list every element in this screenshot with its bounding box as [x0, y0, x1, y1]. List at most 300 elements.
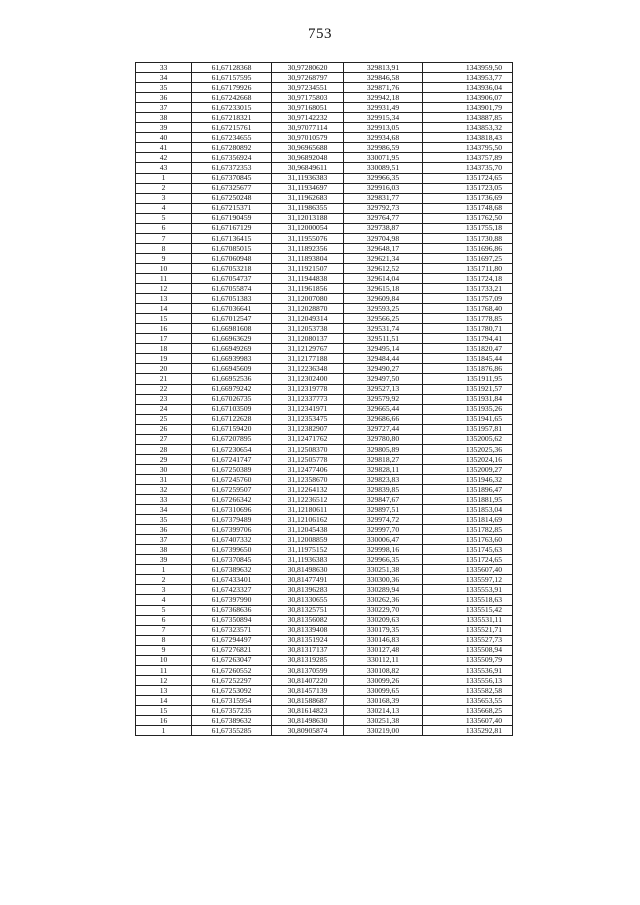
y-coordinate-cell: 1351724,18 [423, 273, 513, 283]
x-coordinate-cell: 330300,36 [344, 575, 423, 585]
latitude-cell: 61,67407332 [192, 535, 272, 545]
longitude-cell: 30,81498630 [272, 565, 344, 575]
table-row [136, 434, 513, 444]
y-coordinate-cell: 1351946,32 [423, 474, 513, 484]
latitude-cell: 61,67215761 [192, 123, 272, 133]
y-coordinate-cell: 1335653,55 [423, 695, 513, 705]
x-coordinate-cell: 329847,67 [344, 495, 423, 505]
point-number-cell: 11 [136, 665, 192, 675]
table-row [136, 505, 513, 515]
longitude-cell: 30,81325751 [272, 605, 344, 615]
x-coordinate-cell: 329986,59 [344, 143, 423, 153]
table-row [136, 555, 513, 565]
longitude-cell: 30,81317137 [272, 645, 344, 655]
latitude-cell: 61,67253092 [192, 685, 272, 695]
x-coordinate-cell: 329966,35 [344, 173, 423, 183]
longitude-cell: 31,12180611 [272, 505, 344, 515]
x-coordinate-cell: 329931,49 [344, 103, 423, 113]
latitude-cell: 61,66979242 [192, 384, 272, 394]
longitude-cell: 31,11962683 [272, 193, 344, 203]
x-coordinate-cell: 330179,35 [344, 625, 423, 635]
x-coordinate-cell: 329531,74 [344, 324, 423, 334]
longitude-cell: 31,12382907 [272, 424, 344, 434]
x-coordinate-cell: 329484,44 [344, 354, 423, 364]
point-number-cell: 33 [136, 495, 192, 505]
y-coordinate-cell: 1335527,73 [423, 635, 513, 645]
point-number-cell: 33 [136, 63, 192, 73]
point-number-cell: 1 [136, 726, 192, 736]
latitude-cell: 61,67250389 [192, 464, 272, 474]
longitude-cell: 31,12177188 [272, 354, 344, 364]
y-coordinate-cell: 1351957,81 [423, 424, 513, 434]
longitude-cell: 31,11893804 [272, 253, 344, 263]
longitude-cell: 31,12264132 [272, 484, 344, 494]
x-coordinate-cell: 329495,14 [344, 344, 423, 354]
y-coordinate-cell: 1335668,25 [423, 706, 513, 716]
table-row [136, 314, 513, 324]
y-coordinate-cell: 1352009,27 [423, 464, 513, 474]
longitude-cell: 31,11934697 [272, 183, 344, 193]
y-coordinate-cell: 1335582,58 [423, 685, 513, 695]
y-coordinate-cell: 1351696,86 [423, 243, 513, 253]
point-number-cell: 43 [136, 163, 192, 173]
x-coordinate-cell: 329665,44 [344, 404, 423, 414]
point-number-cell: 23 [136, 394, 192, 404]
longitude-cell: 30,97280620 [272, 63, 344, 73]
table-row [136, 464, 513, 474]
table-row [136, 635, 513, 645]
point-number-cell: 8 [136, 635, 192, 645]
latitude-cell: 61,67242668 [192, 93, 272, 103]
coordinates-table [135, 62, 513, 736]
x-coordinate-cell: 330289,94 [344, 585, 423, 595]
latitude-cell: 61,67399650 [192, 545, 272, 555]
y-coordinate-cell: 1343906,07 [423, 93, 513, 103]
x-coordinate-cell: 329915,34 [344, 113, 423, 123]
y-coordinate-cell: 1351768,40 [423, 304, 513, 314]
x-coordinate-cell: 329490,27 [344, 364, 423, 374]
latitude-cell: 61,67263047 [192, 655, 272, 665]
longitude-cell: 31,12337773 [272, 394, 344, 404]
longitude-cell: 30,81356082 [272, 615, 344, 625]
longitude-cell: 31,11936383 [272, 555, 344, 565]
y-coordinate-cell: 1351745,63 [423, 545, 513, 555]
table-row [136, 585, 513, 595]
point-number-cell: 14 [136, 304, 192, 314]
x-coordinate-cell: 330219,00 [344, 726, 423, 736]
y-coordinate-cell: 1335556,13 [423, 675, 513, 685]
page-number: 753 [308, 26, 332, 42]
y-coordinate-cell: 1351730,88 [423, 233, 513, 243]
point-number-cell: 38 [136, 113, 192, 123]
table-row [136, 83, 513, 93]
latitude-cell: 61,67310696 [192, 505, 272, 515]
y-coordinate-cell: 1351711,80 [423, 263, 513, 273]
x-coordinate-cell: 330229,70 [344, 605, 423, 615]
point-number-cell: 42 [136, 153, 192, 163]
latitude-cell: 61,67250248 [192, 193, 272, 203]
point-number-cell: 4 [136, 203, 192, 213]
y-coordinate-cell: 1352024,16 [423, 454, 513, 464]
table-row [136, 695, 513, 705]
longitude-cell: 31,12353475 [272, 414, 344, 424]
table-row [136, 324, 513, 334]
coordinates-table-body [136, 63, 513, 736]
longitude-cell: 31,12236512 [272, 495, 344, 505]
y-coordinate-cell: 1351724,65 [423, 555, 513, 565]
point-number-cell: 35 [136, 515, 192, 525]
point-number-cell: 20 [136, 364, 192, 374]
y-coordinate-cell: 1351762,50 [423, 213, 513, 223]
y-coordinate-cell: 1351736,69 [423, 193, 513, 203]
table-row [136, 273, 513, 283]
latitude-cell: 61,67370845 [192, 555, 272, 565]
point-number-cell: 6 [136, 615, 192, 625]
longitude-cell: 30,97077114 [272, 123, 344, 133]
x-coordinate-cell: 329823,83 [344, 474, 423, 484]
latitude-cell: 61,67397990 [192, 595, 272, 605]
y-coordinate-cell: 1351941,65 [423, 414, 513, 424]
latitude-cell: 61,67350894 [192, 615, 272, 625]
longitude-cell: 31,11955076 [272, 233, 344, 243]
x-coordinate-cell: 330099,26 [344, 675, 423, 685]
longitude-cell: 31,12106162 [272, 515, 344, 525]
x-coordinate-cell: 329609,84 [344, 294, 423, 304]
latitude-cell: 61,67159420 [192, 424, 272, 434]
longitude-cell: 30,81457139 [272, 685, 344, 695]
longitude-cell: 31,12053738 [272, 324, 344, 334]
latitude-cell: 61,67036641 [192, 304, 272, 314]
y-coordinate-cell: 1343953,77 [423, 73, 513, 83]
point-number-cell: 13 [136, 294, 192, 304]
longitude-cell: 31,12028870 [272, 304, 344, 314]
x-coordinate-cell: 329998,16 [344, 545, 423, 555]
x-coordinate-cell: 330127,48 [344, 645, 423, 655]
table-row [136, 404, 513, 414]
x-coordinate-cell: 330251,38 [344, 565, 423, 575]
point-number-cell: 7 [136, 233, 192, 243]
latitude-cell: 61,67372353 [192, 163, 272, 173]
point-number-cell: 15 [136, 314, 192, 324]
point-number-cell: 21 [136, 374, 192, 384]
longitude-cell: 31,12008859 [272, 535, 344, 545]
longitude-cell: 31,12045438 [272, 525, 344, 535]
y-coordinate-cell: 1351931,84 [423, 394, 513, 404]
longitude-cell: 30,81370599 [272, 665, 344, 675]
y-coordinate-cell: 1351921,57 [423, 384, 513, 394]
point-number-cell: 39 [136, 555, 192, 565]
y-coordinate-cell: 1351853,04 [423, 505, 513, 515]
x-coordinate-cell: 329997,70 [344, 525, 423, 535]
longitude-cell: 31,12007080 [272, 294, 344, 304]
y-coordinate-cell: 1351723,05 [423, 183, 513, 193]
point-number-cell: 19 [136, 354, 192, 364]
latitude-cell: 61,67433401 [192, 575, 272, 585]
point-number-cell: 36 [136, 525, 192, 535]
longitude-cell: 30,81319285 [272, 655, 344, 665]
point-number-cell: 40 [136, 133, 192, 143]
latitude-cell: 61,67357235 [192, 706, 272, 716]
x-coordinate-cell: 329614,04 [344, 273, 423, 283]
y-coordinate-cell: 1351876,86 [423, 364, 513, 374]
latitude-cell: 61,67259507 [192, 484, 272, 494]
latitude-cell: 61,67252297 [192, 675, 272, 685]
table-row [136, 213, 513, 223]
point-number-cell: 2 [136, 183, 192, 193]
x-coordinate-cell: 329764,77 [344, 213, 423, 223]
longitude-cell: 31,11944838 [272, 273, 344, 283]
table-row [136, 203, 513, 213]
latitude-cell: 61,66981608 [192, 324, 272, 334]
latitude-cell: 61,67370845 [192, 173, 272, 183]
point-number-cell: 22 [136, 384, 192, 394]
point-number-cell: 2 [136, 575, 192, 585]
table-row [136, 183, 513, 193]
longitude-cell: 31,11892356 [272, 243, 344, 253]
point-number-cell: 12 [136, 675, 192, 685]
table-row [136, 304, 513, 314]
x-coordinate-cell: 329727,44 [344, 424, 423, 434]
table-row [136, 484, 513, 494]
y-coordinate-cell: 1351814,69 [423, 515, 513, 525]
longitude-cell: 30,81330655 [272, 595, 344, 605]
x-coordinate-cell: 329579,92 [344, 394, 423, 404]
latitude-cell: 61,67294497 [192, 635, 272, 645]
x-coordinate-cell: 329593,25 [344, 304, 423, 314]
longitude-cell: 31,12049314 [272, 314, 344, 324]
y-coordinate-cell: 1335509,79 [423, 655, 513, 665]
x-coordinate-cell: 330006,47 [344, 535, 423, 545]
y-coordinate-cell: 1343735,70 [423, 163, 513, 173]
x-coordinate-cell: 330168,39 [344, 695, 423, 705]
latitude-cell: 61,67245760 [192, 474, 272, 484]
latitude-cell: 61,67218321 [192, 113, 272, 123]
table-row [136, 73, 513, 83]
longitude-cell: 30,81498630 [272, 716, 344, 726]
x-coordinate-cell: 330146,83 [344, 635, 423, 645]
latitude-cell: 61,67389632 [192, 716, 272, 726]
longitude-cell: 31,11921507 [272, 263, 344, 273]
table-row [136, 685, 513, 695]
longitude-cell: 31,12129767 [272, 344, 344, 354]
y-coordinate-cell: 1335597,12 [423, 575, 513, 585]
table-row [136, 726, 513, 736]
longitude-cell: 31,12013188 [272, 213, 344, 223]
longitude-cell: 31,12302400 [272, 374, 344, 384]
x-coordinate-cell: 329648,17 [344, 243, 423, 253]
longitude-cell: 30,97175803 [272, 93, 344, 103]
point-number-cell: 5 [136, 605, 192, 615]
longitude-cell: 30,97268797 [272, 73, 344, 83]
longitude-cell: 31,12000054 [272, 223, 344, 233]
x-coordinate-cell: 330099,65 [344, 685, 423, 695]
y-coordinate-cell: 1351794,41 [423, 334, 513, 344]
point-number-cell: 29 [136, 454, 192, 464]
y-coordinate-cell: 1335508,94 [423, 645, 513, 655]
longitude-cell: 30,81614823 [272, 706, 344, 716]
y-coordinate-cell: 1335531,11 [423, 615, 513, 625]
y-coordinate-cell: 1351724,65 [423, 173, 513, 183]
point-number-cell: 3 [136, 193, 192, 203]
point-number-cell: 34 [136, 505, 192, 515]
y-coordinate-cell: 1343757,89 [423, 153, 513, 163]
latitude-cell: 61,67260552 [192, 665, 272, 675]
y-coordinate-cell: 1351748,68 [423, 203, 513, 213]
latitude-cell: 61,67136415 [192, 233, 272, 243]
point-number-cell: 26 [136, 424, 192, 434]
latitude-cell: 61,67053218 [192, 263, 272, 273]
x-coordinate-cell: 329913,05 [344, 123, 423, 133]
table-row [136, 193, 513, 203]
latitude-cell: 61,67207895 [192, 434, 272, 444]
table-row [136, 655, 513, 665]
point-number-cell: 13 [136, 685, 192, 695]
y-coordinate-cell: 1335518,63 [423, 595, 513, 605]
table-row [136, 575, 513, 585]
latitude-cell: 61,67368636 [192, 605, 272, 615]
point-number-cell: 12 [136, 284, 192, 294]
longitude-cell: 31,12508370 [272, 444, 344, 454]
x-coordinate-cell: 329897,51 [344, 505, 423, 515]
point-number-cell: 6 [136, 223, 192, 233]
x-coordinate-cell: 329621,34 [344, 253, 423, 263]
longitude-cell: 30,97010579 [272, 133, 344, 143]
y-coordinate-cell: 1351733,21 [423, 284, 513, 294]
point-number-cell: 1 [136, 173, 192, 183]
x-coordinate-cell: 329497,50 [344, 374, 423, 384]
latitude-cell: 61,67012547 [192, 314, 272, 324]
table-row [136, 595, 513, 605]
y-coordinate-cell: 1343795,50 [423, 143, 513, 153]
point-number-cell: 1 [136, 565, 192, 575]
latitude-cell: 61,67241747 [192, 454, 272, 464]
longitude-cell: 31,12080137 [272, 334, 344, 344]
point-number-cell: 38 [136, 545, 192, 555]
table-row [136, 103, 513, 113]
table-row [136, 253, 513, 263]
table-row [136, 364, 513, 374]
table-row [136, 344, 513, 354]
point-number-cell: 35 [136, 83, 192, 93]
table-row [136, 565, 513, 575]
table-row [136, 223, 513, 233]
latitude-cell: 61,67051383 [192, 294, 272, 304]
x-coordinate-cell: 329780,80 [344, 434, 423, 444]
table-row [136, 243, 513, 253]
y-coordinate-cell: 1343936,04 [423, 83, 513, 93]
table-row [136, 163, 513, 173]
x-coordinate-cell: 330089,51 [344, 163, 423, 173]
point-number-cell: 36 [136, 93, 192, 103]
coordinates-table-container [135, 62, 512, 736]
latitude-cell: 61,67315954 [192, 695, 272, 705]
longitude-cell: 31,11986355 [272, 203, 344, 213]
longitude-cell: 30,96965688 [272, 143, 344, 153]
table-row [136, 444, 513, 454]
table-row [136, 63, 513, 73]
point-number-cell: 18 [136, 344, 192, 354]
latitude-cell: 61,66952536 [192, 374, 272, 384]
y-coordinate-cell: 1351782,85 [423, 525, 513, 535]
latitude-cell: 61,67325677 [192, 183, 272, 193]
table-row [136, 495, 513, 505]
latitude-cell: 61,67379489 [192, 515, 272, 525]
y-coordinate-cell: 1343818,43 [423, 133, 513, 143]
table-row [136, 424, 513, 434]
table-row [136, 454, 513, 464]
longitude-cell: 31,12358670 [272, 474, 344, 484]
x-coordinate-cell: 330251,38 [344, 716, 423, 726]
longitude-cell: 31,11936383 [272, 173, 344, 183]
y-coordinate-cell: 1351896,47 [423, 484, 513, 494]
x-coordinate-cell: 329846,58 [344, 73, 423, 83]
x-coordinate-cell: 329738,87 [344, 223, 423, 233]
longitude-cell: 30,80905874 [272, 726, 344, 736]
point-number-cell: 31 [136, 474, 192, 484]
point-number-cell: 5 [136, 213, 192, 223]
x-coordinate-cell: 329805,89 [344, 444, 423, 454]
x-coordinate-cell: 329966,35 [344, 555, 423, 565]
latitude-cell: 61,67389632 [192, 565, 272, 575]
x-coordinate-cell: 330112,11 [344, 655, 423, 665]
longitude-cell: 31,12236348 [272, 364, 344, 374]
point-number-cell: 10 [136, 655, 192, 665]
y-coordinate-cell: 1335515,42 [423, 605, 513, 615]
y-coordinate-cell: 1352025,36 [423, 444, 513, 454]
y-coordinate-cell: 1351778,85 [423, 314, 513, 324]
point-number-cell: 37 [136, 535, 192, 545]
table-row [136, 716, 513, 726]
x-coordinate-cell: 329934,68 [344, 133, 423, 143]
table-row [136, 384, 513, 394]
point-number-cell: 9 [136, 253, 192, 263]
longitude-cell: 30,96892048 [272, 153, 344, 163]
table-row [136, 625, 513, 635]
x-coordinate-cell: 330214,13 [344, 706, 423, 716]
point-number-cell: 8 [136, 243, 192, 253]
table-row [136, 615, 513, 625]
x-coordinate-cell: 329704,98 [344, 233, 423, 243]
x-coordinate-cell: 329871,76 [344, 83, 423, 93]
x-coordinate-cell: 329511,51 [344, 334, 423, 344]
table-row [136, 645, 513, 655]
table-row [136, 233, 513, 243]
longitude-cell: 31,12471762 [272, 434, 344, 444]
latitude-cell: 61,67157595 [192, 73, 272, 83]
point-number-cell: 7 [136, 625, 192, 635]
latitude-cell: 61,66939983 [192, 354, 272, 364]
y-coordinate-cell: 1352005,62 [423, 434, 513, 444]
longitude-cell: 30,81407220 [272, 675, 344, 685]
point-number-cell: 37 [136, 103, 192, 113]
x-coordinate-cell: 329527,13 [344, 384, 423, 394]
point-number-cell: 39 [136, 123, 192, 133]
latitude-cell: 61,67234655 [192, 133, 272, 143]
y-coordinate-cell: 1343853,32 [423, 123, 513, 133]
point-number-cell: 30 [136, 464, 192, 474]
latitude-cell: 61,67055874 [192, 284, 272, 294]
latitude-cell: 61,67233015 [192, 103, 272, 113]
y-coordinate-cell: 1335521,71 [423, 625, 513, 635]
y-coordinate-cell: 1351881,95 [423, 495, 513, 505]
y-coordinate-cell: 1335607,40 [423, 716, 513, 726]
x-coordinate-cell: 330071,95 [344, 153, 423, 163]
longitude-cell: 30,97234551 [272, 83, 344, 93]
latitude-cell: 61,67356924 [192, 153, 272, 163]
x-coordinate-cell: 329942,18 [344, 93, 423, 103]
longitude-cell: 31,12341971 [272, 404, 344, 414]
table-row [136, 143, 513, 153]
